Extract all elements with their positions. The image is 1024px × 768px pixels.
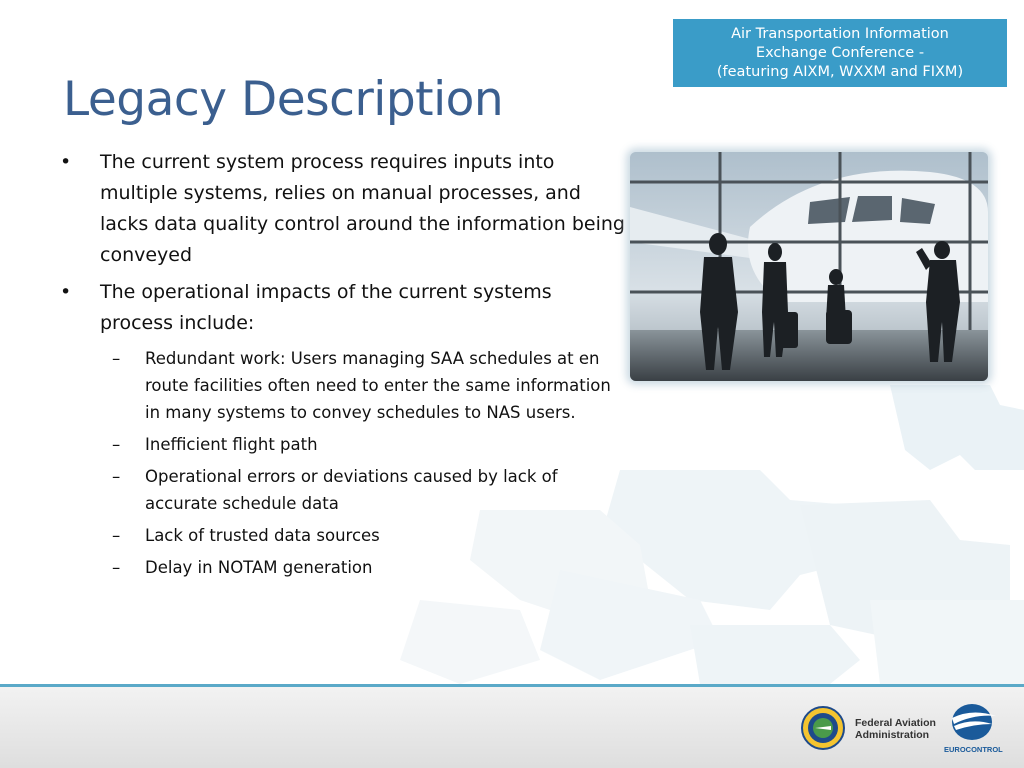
faa-wordmark <box>855 717 936 741</box>
slide-body <box>58 147 628 586</box>
airport-terminal-photo <box>630 152 988 381</box>
eurocontrol-wordmark: EUROCONTROL <box>944 745 1003 754</box>
bullet-text: The current system process requires inputs into multiple systems, relies on manual processes, and lacks data quality control around the information being conveyed <box>100 151 625 266</box>
sub-bullet-glyph: – <box>112 349 121 368</box>
sub-bullet-glyph: – <box>112 558 121 577</box>
sub-bullet-item <box>58 463 628 517</box>
banner-line-3: (featuring AIXM, WXXM and FIXM) <box>716 64 964 80</box>
faa-line-1: Federal Aviation <box>855 717 936 729</box>
sub-bullet-glyph: – <box>112 435 121 454</box>
sub-bullet-item <box>58 345 628 426</box>
conference-banner <box>673 19 1007 87</box>
sub-bullet-item <box>58 522 628 549</box>
cockpit-window <box>852 196 892 222</box>
sub-bullet-text: Redundant work: Users managing SAA schedules at en route facilities often need to enter the same information in many systems to convey schedules to NAS users. <box>145 349 611 422</box>
faa-line-2: Administration <box>855 729 930 741</box>
bullet-text: The operational impacts of the current systems process include: <box>100 281 552 334</box>
sub-bullet-glyph: – <box>112 526 121 545</box>
bullet-glyph: • <box>60 151 72 173</box>
bullet-item <box>58 147 628 271</box>
faa-seal-logo <box>801 706 845 750</box>
banner-line-1: Air Transportation Information <box>731 26 949 42</box>
banner-line-2: Exchange Conference - <box>755 45 925 61</box>
sub-bullet-text: Delay in NOTAM generation <box>145 558 373 577</box>
sub-bullet-text: Inefficient flight path <box>145 435 318 454</box>
bullet-glyph: • <box>60 281 72 303</box>
sub-bullet-text: Lack of trusted data sources <box>145 526 380 545</box>
slide-title: Legacy Description <box>63 72 504 127</box>
eurocontrol-logo <box>944 700 1000 742</box>
sub-bullet-item <box>58 554 628 581</box>
sub-bullet-text: Operational errors or deviations caused by lack of accurate schedule data <box>145 467 558 513</box>
sub-bullet-item <box>58 431 628 458</box>
bullet-item <box>58 277 628 339</box>
sub-bullet-glyph: – <box>112 467 121 486</box>
